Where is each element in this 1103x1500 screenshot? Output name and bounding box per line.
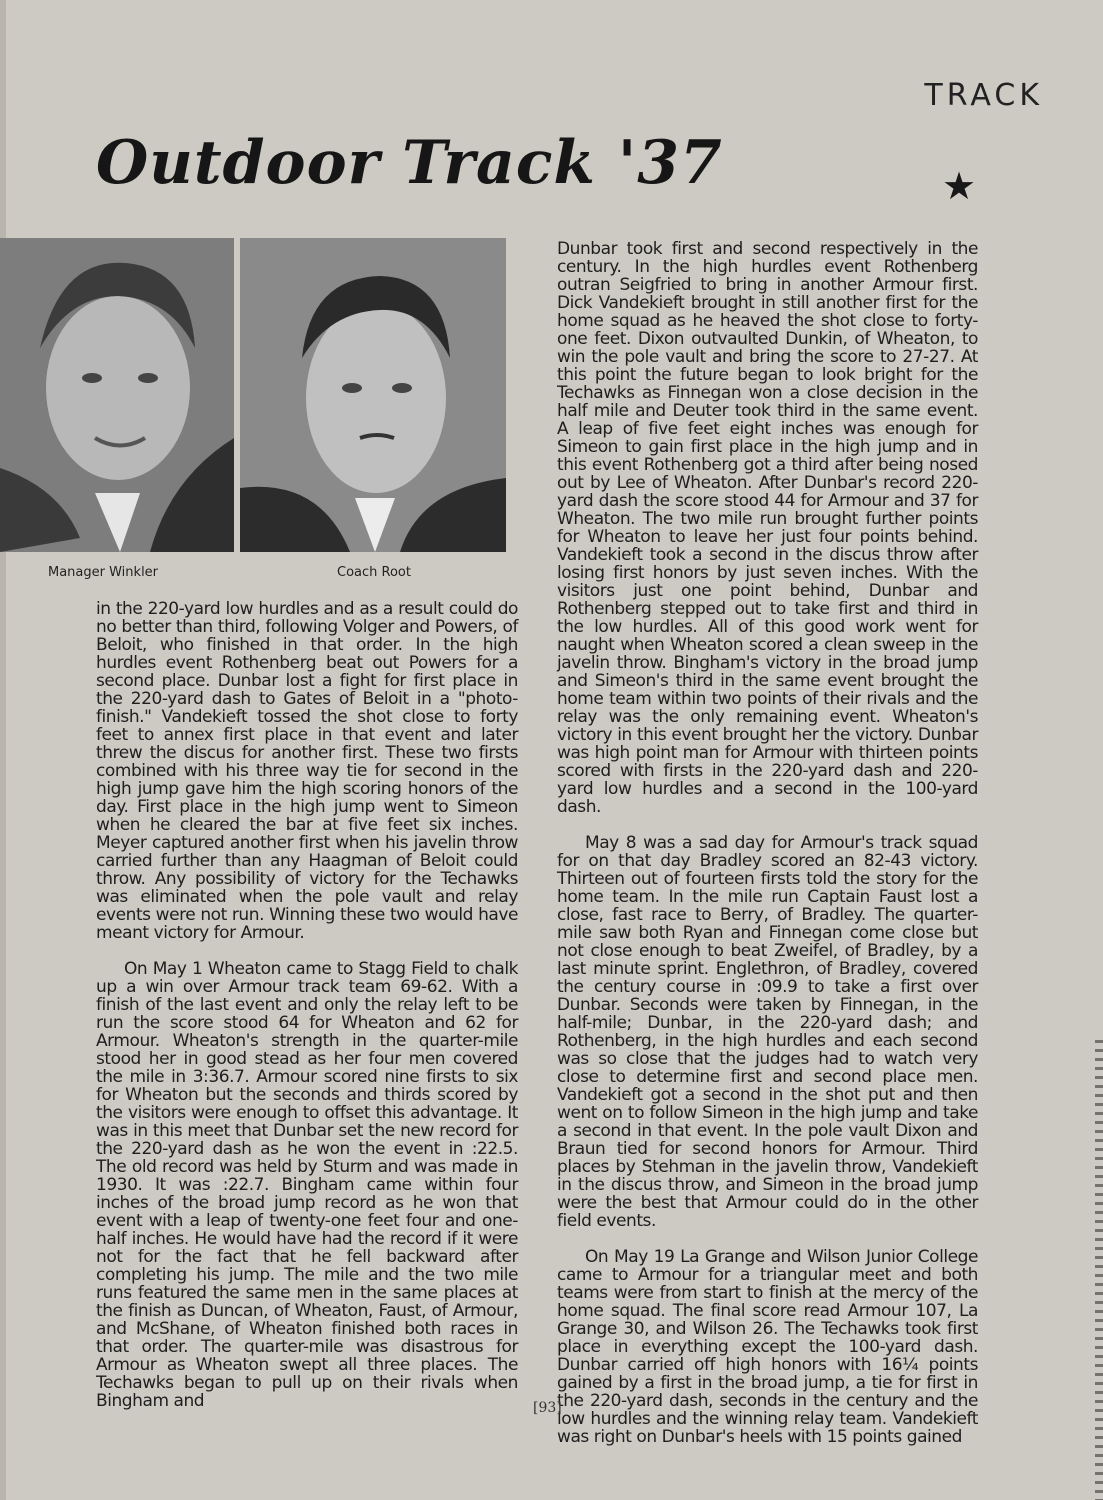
binding-edge (1095, 1040, 1103, 1500)
left-column (96, 600, 518, 1410)
article-paragraph: On May 1 Wheaton came to Stagg Field to chalk up a win over Armour track team 69-62. With a finish of the last event and only the relay left to be run the score stood 64 for Wheaton and 62 for Armour. Wheaton's strength in the quarter-mile stood her in good stead as her four men covered the mile in 3:36.7. Armour scored nine firsts to six for Wheaton but the seconds and thirds scored by the visitors were enough to offset this advantage. It was in this meet that Dunbar set the new record for the 220-yard dash as he won the event in :22.5. The old record was held by Sturm and was made in 1930. It was :22.7. Bingham came within four inches of the broad jump record as he won that event with a leap of twenty-one feet four and one-half inches. He would have had the record if it were not for the fact that he fell backward after completing his jump. The mile and the two mile runs featured the same men in the same places at the finish as Duncan, of Wheaton, Faust, of Armour, and McShane, of Wheaton finished both races in that order. The quarter-mile was disastrous for Armour as Wheaton swept all three places. The Techawks began to pull up on their rivals when Bingham and (96, 959, 518, 1411)
portrait-photo-coach (240, 238, 506, 552)
portrait-illustration (0, 238, 234, 552)
photo-caption: Coach Root (337, 565, 411, 580)
portrait-photo-manager (0, 238, 234, 552)
right-column (557, 240, 978, 1446)
star-icon: ★ (942, 164, 977, 208)
section-label: TRACK (924, 78, 1043, 113)
photo-caption: Manager Winkler (48, 565, 159, 580)
page-title: Outdoor Track '37 (96, 128, 723, 198)
page-edge (0, 0, 6, 1500)
portrait-illustration (240, 238, 506, 552)
article-paragraph: in the 220-yard low hurdles and as a result could do no better than third, following Volger and Powers, of Beloit, who finished in that order. In the high hurdles event Rothenberg beat out Powers for a second place. Dunbar lost a fight for first place in the 220-yard dash to Gates of Beloit in a "photo-finish." Vandekieft tossed the shot close to forty feet to annex first place in that event and later threw the discus for another first. These two firsts combined with his three way tie for second in the high jump gave him the high scoring honors of the day. First place in the high jump went to Simeon when he cleared the bar at five feet six inches. Meyer captured another first when his javelin throw carried further than any Haagman of Beloit could throw. Any possibility of victory for the Techawks was eliminated when the pole vault and relay events were not run. Winning these two would have meant victory for Armour. (96, 599, 518, 943)
page-number: [93] (533, 1400, 562, 1416)
article-paragraph: On May 19 La Grange and Wilson Junior College came to Armour for a triangular meet and both teams were from start to finish at the mercy of the home squad. The final score read Armour 107, La Grange 30, and Wilson 26. The Techawks took first place in everything except the 100-yard dash. Dunbar carried off high honors with 16¼ points gained by a first in the broad jump, a tie for first in the 220-yard dash, seconds in the century and the low hurdles and the winning relay team. Vandekieft was right on Dunbar's heels with 15 points gained (557, 1247, 978, 1447)
article-paragraph: Dunbar took first and second respectively in the century. In the high hurdles event Rothenberg outran Seigfried to bring in another Armour first. Dick Vandekieft brought in still another first for the home squad as he heaved the shot close to forty-one feet. Dixon outvaulted Dunkin, of Wheaton, to win the pole vault and bring the score to 27-27. At this point the future began to look bright for the Techawks as Finnegan won a close decision in the half mile and Deuter took third in the same event. A leap of five feet eight inches was enough for Simeon to gain first place in the high jump and in this event Rothenberg got a third after being nosed out by Lee of Wheaton. After Dunbar's record 220-yard dash the score stood 44 for Armour and 37 for Wheaton. The two mile run brought further points for Wheaton to leave her just four points behind. Vandekieft took a second in the discus throw after losing first honors by just seven inches. With the visitors just one point behind, Dunbar and Rothenberg stepped out to take first and third in the low hurdles. All of this good work went for naught when Wheaton scored a clean sweep in the javelin throw. Bingham's victory in the broad jump and Simeon's third in the same event brought the home team within two points of their rivals and the relay was the only remaining event. Wheaton's victory in this event brought her the victory. Dunbar was high point man for Armour with thirteen points scored with firsts in the 220-yard dash and 220-yard low hurdles and a second in the 100-yard dash. (557, 239, 978, 817)
article-paragraph: May 8 was a sad day for Armour's track squad for on that day Bradley scored an 82-43 victory. Thirteen out of fourteen firsts told the story for the home team. In the mile run Captain Faust lost a close, fast race to Berry, of Bradley. The quarter-mile saw both Ryan and Finnegan come close but not close enough to beat Zweifel, of Bradley, by a last minute sprint. Englethron, of Bradley, covered the century course in :09.9 to take a first over Dunbar. Seconds were taken by Finnegan, in the half-mile; Dunbar, in the 220-yard dash; and Rothenberg, in the high hurdles and each second was so close that the judges had to watch very close to determine first and second place men. Vandekieft got a second in the shot put and then went on to follow Simeon in the high jump and take a second in that event. In the pole vault Dixon and Braun tied for second honors for Armour. Third places by Stehman in the javelin throw, Vandekieft in the discus throw, and Simeon in the broad jump were the best that Armour could do in the other field events. (557, 833, 978, 1231)
